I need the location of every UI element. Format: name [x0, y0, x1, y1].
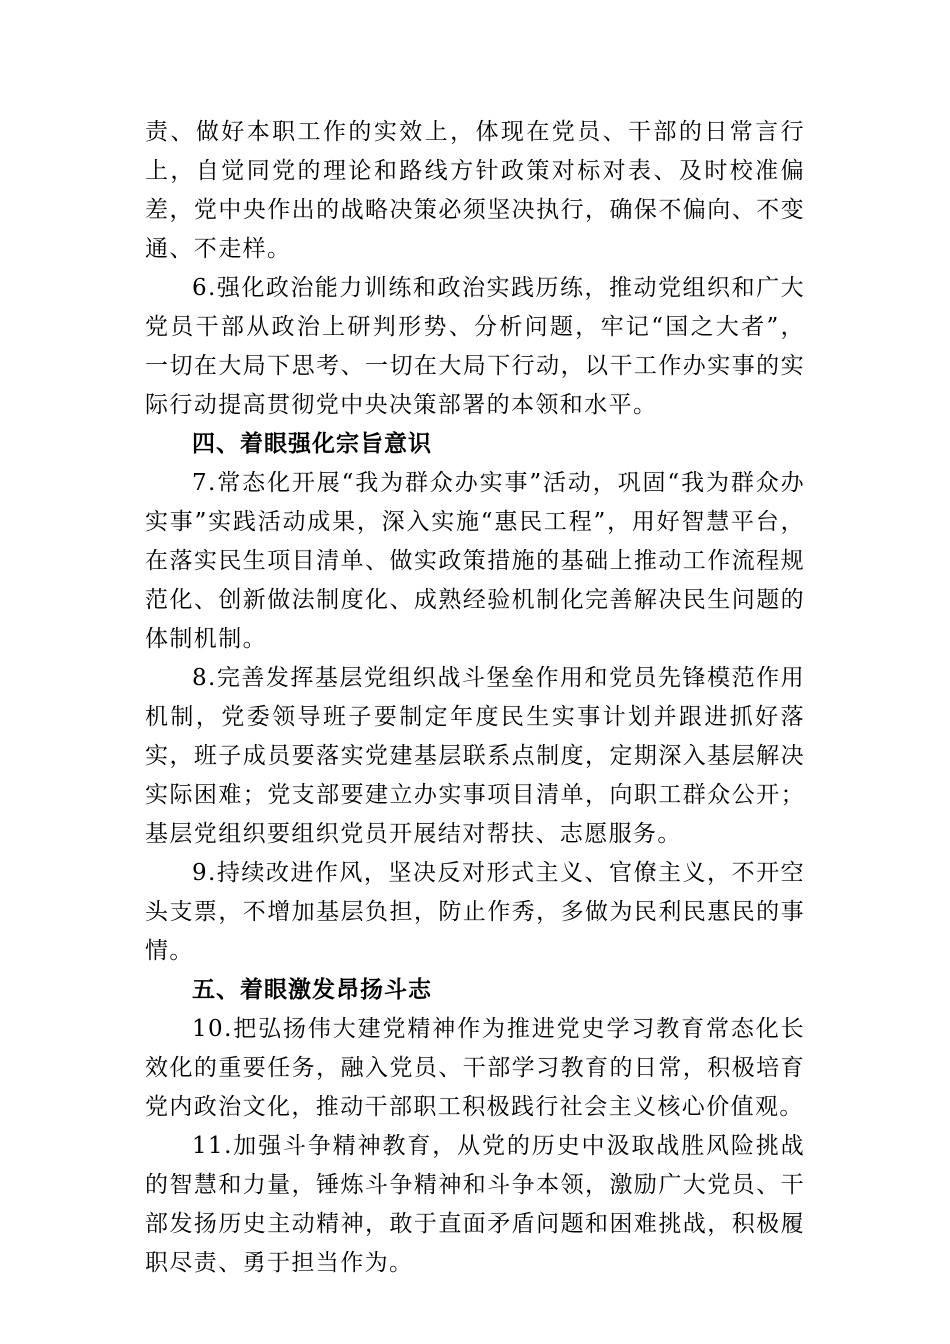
paragraph-item-11: 11.加强斗争精神教育，从党的历史中汲取战胜风险挑战的智慧和力量，锤炼斗争精神和斗争本领，激励广大党员、干部发扬历史主动精神，敢于直面矛盾问题和困难挑战，积极履职尽责、勇于担当作为。: [145, 1133, 805, 1276]
paragraph-item-7: 7.常态化开展“我为群众办实事”活动，巩固“我为群众办实事”实践活动成果，深入实施“惠民工程”，用好智慧平台，在落实民生项目清单、做实政策措施的基础上推动工作流程规范化、创新做法制度化、成熟经验机制化完善解决民生问题的体制机制。: [145, 470, 805, 652]
paragraph-item-6: 6.强化政治能力训练和政治实践历练，推动党组织和广大党员干部从政治上研判形势、分析问题，牢记“国之大者”，一切在大局下思考、一切在大局下行动，以干工作办实事的实际行动提高贯彻党中央决策部署的本领和水平。: [145, 275, 805, 418]
paragraph-item-9: 9.持续改进作风，坚决反对形式主义、官僚主义，不开空头支票，不增加基层负担，防止作秀，多做为民利民惠民的事情。: [145, 860, 805, 964]
paragraph-continuation: 责、做好本职工作的实效上，体现在党员、干部的日常言行上，自觉同党的理论和路线方针政策对标对表、及时校准偏差，党中央作出的战略决策必须坚决执行，确保不偏向、不变通、不走样。: [145, 119, 805, 262]
section-heading-5: 五、着眼激发昂扬斗志: [192, 977, 432, 1003]
document-page: [145, 113, 805, 1283]
paragraph-item-8: 8.完善发挥基层党组织战斗堡垒作用和党员先锋模范作用机制，党委领导班子要制定年度民生实事计划并跟进抓好落实，班子成员要落实党建基层联系点制度，定期深入基层解决实际困难；党支部要建立办实事项目清单，向职工群众公开；基层党组织要组织党员开展结对帮扶、志愿服务。: [145, 665, 805, 847]
section-heading-4: 四、着眼强化宗旨意识: [192, 431, 432, 457]
paragraph-item-10: 10.把弘扬伟大建党精神作为推进党史学习教育常态化长效化的重要任务，融入党员、干部学习教育的日常，积极培育党内政治文化，推动干部职工积极践行社会主义核心价值观。: [145, 1016, 805, 1120]
